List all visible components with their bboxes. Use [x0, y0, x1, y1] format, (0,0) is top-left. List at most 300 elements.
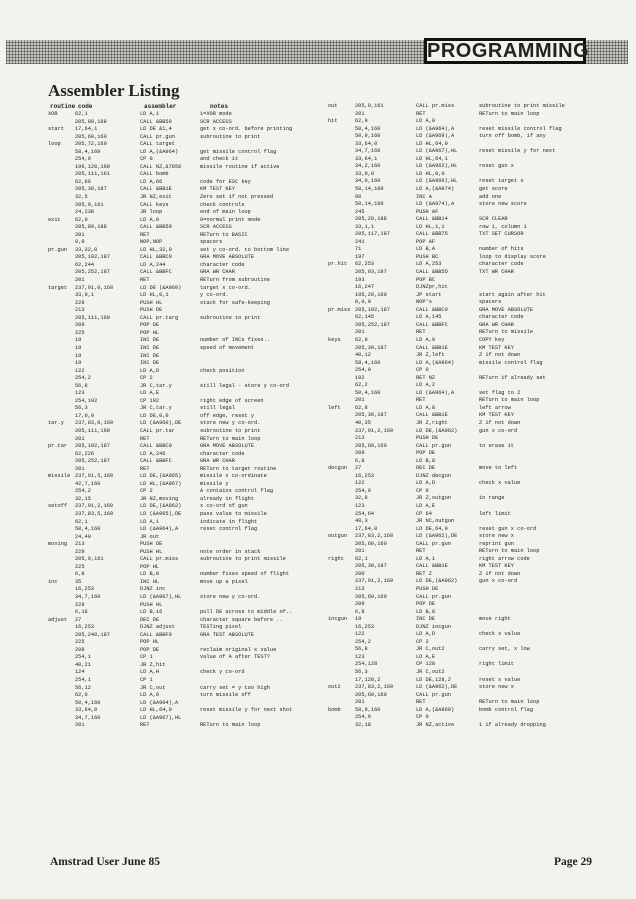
- column-header-assembler: assembler: [144, 103, 177, 110]
- assembler-cell: CALL target: [140, 141, 175, 148]
- listing-row: [328, 669, 618, 677]
- listing-row: [328, 480, 618, 488]
- notes-cell: store new y co-ord.: [200, 594, 261, 600]
- code-cell: 225: [75, 329, 85, 336]
- listing-row: [328, 714, 618, 722]
- notes-cell: check y co-ord: [200, 669, 245, 676]
- notes-cell: right arrow code: [479, 555, 530, 562]
- assembler-cell: CALL &BBC0: [140, 254, 172, 261]
- listing-row: [328, 178, 618, 186]
- assembler-cell: LD A,D: [140, 367, 160, 374]
- listing-row: [328, 450, 618, 458]
- code-cell: 213: [355, 586, 365, 592]
- assembler-cell: LD B,8: [140, 571, 160, 578]
- listing-row: [328, 352, 618, 360]
- listing-row: [328, 397, 618, 405]
- routine-cell: hit: [328, 118, 338, 125]
- listing-row: [328, 345, 618, 353]
- code-cell: 50,14,160: [355, 201, 384, 208]
- listing-row: [48, 315, 324, 323]
- assembler-cell: PUSH BC: [416, 253, 439, 260]
- listing-row: [48, 647, 324, 655]
- code-cell: 34,7,160: [75, 714, 101, 721]
- listing-row: [48, 285, 324, 293]
- notes-cell: Z if not down: [479, 352, 521, 359]
- listing-row: [48, 624, 324, 632]
- listing-row: [48, 141, 324, 149]
- notes-cell: reset gun x co-ord: [479, 525, 537, 532]
- notes-cell: character code: [200, 450, 245, 457]
- code-cell: 205,111,160: [75, 314, 110, 321]
- assembler-cell: LD (&A960),DE: [140, 420, 182, 427]
- notes-cell: set y co-ord. to bottom line: [200, 246, 290, 253]
- notes-cell: still legal - store y co-ord: [200, 382, 290, 389]
- assembler-cell: JR Z,hit: [140, 661, 166, 668]
- assembler-cell: LD A,0: [140, 692, 160, 699]
- code-cell: 33,0,0: [355, 170, 375, 177]
- assembler-cell: LD HL,1,1: [416, 223, 445, 230]
- assembler-cell: JR loop: [140, 209, 163, 216]
- notes-cell: A contains control flag: [200, 488, 274, 495]
- code-cell: 17,64,1: [75, 126, 98, 133]
- notes-cell: row 1, column 1: [479, 223, 527, 230]
- code-cell: 19: [355, 616, 362, 623]
- assembler-cell: LD DE,128,2: [416, 676, 451, 683]
- listing-row: [48, 451, 324, 459]
- assembler-cell: JR out: [140, 533, 160, 540]
- listing-row: [48, 375, 324, 383]
- code-cell: 19: [75, 337, 82, 344]
- listing-row: [48, 413, 324, 421]
- assembler-cell: LD A,246: [140, 450, 166, 457]
- listing-row: [328, 186, 618, 194]
- code-cell: 35: [75, 578, 82, 585]
- listing-row: [48, 322, 324, 330]
- assembler-cell: LD (&A964),A: [416, 389, 455, 396]
- notes-cell: 1 if already dropping: [479, 721, 546, 728]
- notes-cell: SCR CLEAR: [479, 216, 508, 223]
- code-cell: 201: [355, 110, 365, 117]
- assembler-cell: JR Z,right: [416, 419, 448, 426]
- code-cell: 205,252,187: [355, 321, 390, 328]
- notes-cell: number of INCs fixes..: [200, 337, 270, 344]
- listing-row: [328, 639, 618, 647]
- notes-cell: TXT WR CHAR: [479, 269, 514, 276]
- code-cell: 237,91,2,160: [75, 503, 114, 510]
- notes-cell: missile y: [200, 480, 229, 487]
- listing-row: [48, 262, 324, 270]
- routine-cell: start: [48, 126, 64, 133]
- notes-cell: RETurn to main loop: [479, 699, 540, 706]
- assembler-cell: PUSH HL: [140, 299, 163, 306]
- assembler-cell: LD A,253: [416, 261, 442, 268]
- listing-row: [48, 383, 324, 391]
- code-cell: 205,111,160: [75, 427, 110, 434]
- code-cell: 50,4,160: [355, 389, 381, 396]
- code-cell: 40,21: [75, 661, 91, 668]
- code-cell: 237,83,2,160: [355, 684, 394, 691]
- code-cell: 56,8: [75, 382, 88, 389]
- listing-row: [328, 533, 618, 541]
- listing-row: [48, 443, 324, 451]
- listing-row: [328, 458, 618, 466]
- code-cell: 16,253: [355, 623, 375, 630]
- listing-row: [328, 299, 618, 307]
- code-cell: 33,64,0: [75, 707, 98, 714]
- listing-row: [48, 458, 324, 466]
- code-cell: 254,2: [355, 638, 371, 645]
- notes-cell: bomb control flag: [479, 706, 534, 713]
- assembler-cell: PUSH HL: [140, 601, 163, 608]
- assembler-cell: CALL &BBFC: [140, 269, 172, 276]
- listing-row: [48, 473, 324, 481]
- notes-cell: RETurn to main loop: [479, 397, 540, 404]
- routine-cell: tar.y: [48, 420, 64, 427]
- assembler-cell: CALL pr.tar: [140, 427, 175, 434]
- listing-row: [48, 428, 324, 436]
- assembler-cell: LD A,9: [416, 336, 436, 343]
- code-cell: 205,0,161: [355, 103, 384, 109]
- code-cell: 58,4,160: [355, 359, 381, 366]
- listing-row: [328, 148, 618, 156]
- listing-row: [328, 616, 618, 624]
- code-cell: 6,8: [355, 457, 365, 464]
- assembler-cell: LD A,D: [416, 631, 436, 638]
- assembler-cell: DEC DE: [140, 616, 160, 623]
- notes-cell: GRA TEST ABSOLUTE: [200, 631, 255, 638]
- listing-row: [48, 186, 324, 194]
- code-cell: 205,72,160: [75, 141, 107, 148]
- code-cell: 19: [75, 352, 82, 359]
- notes-cell: missile x co-ordinate: [200, 473, 267, 480]
- code-cell: 254,0: [75, 156, 91, 163]
- assembler-cell: LD A,244: [140, 261, 166, 268]
- listing-row: [328, 518, 618, 526]
- assembler-cell: CP 2: [140, 375, 153, 382]
- listing-row: [48, 669, 324, 677]
- listing-row: [328, 314, 618, 322]
- notes-cell: reset control flag: [200, 526, 258, 533]
- listing-row: [48, 556, 324, 564]
- routine-cell: XOR: [48, 111, 58, 117]
- assembler-cell: RET: [140, 231, 150, 238]
- code-cell: 19: [75, 360, 82, 367]
- notes-cell: check controls: [200, 201, 245, 208]
- assembler-cell: CALL pr.gun: [416, 593, 451, 600]
- code-cell: 6,8: [355, 608, 365, 615]
- code-cell: 0,0,0: [355, 299, 371, 306]
- code-cell: 33,32,0: [75, 246, 98, 253]
- assembler-cell: LD DE,(&A962): [416, 578, 458, 585]
- assembler-cell: DJNZ adjust: [140, 624, 175, 631]
- assembler-cell: DJNZ incgun: [416, 623, 451, 630]
- listing-row: [48, 420, 324, 428]
- code-cell: 201: [355, 699, 365, 706]
- assembler-cell: DEC DE: [416, 465, 436, 472]
- listing-row: [328, 360, 618, 368]
- assembler-cell: INC DE: [140, 360, 160, 367]
- routine-cell: left: [328, 404, 341, 411]
- assembler-cell: LD A,66: [140, 178, 163, 185]
- assembler-cell: JR C,out2: [416, 646, 445, 653]
- notes-cell: reset missile y for next: [479, 148, 556, 155]
- notes-cell: 0=normal print mode: [200, 216, 261, 223]
- assembler-cell: LD HL,0,0: [416, 170, 445, 177]
- assembler-cell: LD HL,0,1: [140, 292, 169, 299]
- notes-cell: SCR ACCESS: [200, 118, 232, 125]
- listing-row: [48, 617, 324, 625]
- code-cell: 122: [75, 367, 85, 374]
- code-cell: 229: [75, 601, 85, 608]
- notes-cell: carry set, x low: [479, 646, 530, 653]
- assembler-cell: LD (&A964),A: [140, 526, 179, 533]
- routine-cell: outgun: [328, 533, 348, 540]
- listing-row: [48, 534, 324, 542]
- code-cell: 32,5: [75, 194, 88, 201]
- notes-cell: RETurn to main loop: [479, 548, 540, 555]
- assembler-cell: PUSH DE: [416, 435, 439, 442]
- assembler-cell: LD B,8: [416, 457, 436, 464]
- code-cell: 229: [75, 548, 85, 555]
- code-cell: 241: [355, 238, 365, 245]
- listing-row: [328, 133, 618, 141]
- assembler-cell: LD (&A962),DE: [416, 533, 458, 540]
- listing-row: [48, 715, 324, 723]
- listing-row: [48, 496, 324, 504]
- assembler-cell: NOP's: [416, 299, 432, 306]
- listing-row: [48, 662, 324, 670]
- listing-row: [328, 646, 618, 654]
- notes-cell: check x value: [479, 480, 521, 487]
- notes-cell: end of main loop: [200, 209, 251, 216]
- listing-row: [328, 171, 618, 179]
- assembler-cell: CALL pr.gun: [416, 540, 451, 547]
- code-cell: 237,91,2,160: [355, 578, 394, 585]
- assembler-cell: LD B,16: [140, 609, 163, 616]
- routine-cell: missile: [48, 473, 71, 480]
- assembler-cell: LD A,E: [140, 390, 160, 397]
- assembler-cell: CALL &BB59: [140, 224, 172, 231]
- notes-cell: set flag to 2: [479, 389, 521, 396]
- listing-row: [48, 209, 324, 217]
- code-cell: 205,30,187: [355, 563, 387, 570]
- assembler-cell: LD (&A960),HL: [416, 178, 458, 185]
- assembler-cell: RET: [140, 277, 150, 284]
- listing-row: [328, 578, 618, 586]
- notes-cell: get score: [479, 186, 508, 193]
- listing-row: [328, 367, 618, 375]
- listing-row: [328, 473, 618, 481]
- notes-cell: TESTing pixel: [200, 624, 242, 631]
- notes-cell: get x co-ord. before printing: [200, 126, 293, 133]
- listing-row: [48, 353, 324, 361]
- code-cell: 62,9: [355, 336, 368, 343]
- assembler-cell: CALL &BBC0: [140, 443, 172, 450]
- code-cell: 50,4,160: [75, 526, 101, 533]
- listing-row: [48, 526, 324, 534]
- assembler-cell: CP 0: [416, 487, 429, 494]
- notes-cell: subroutine to print missile: [479, 103, 565, 109]
- listing-row: [328, 563, 618, 571]
- code-cell: 201: [355, 329, 365, 336]
- notes-cell: KM TEST KEY: [479, 344, 514, 351]
- listing-row: [48, 692, 324, 700]
- listing-row: [328, 390, 618, 398]
- code-cell: 209: [75, 646, 85, 653]
- notes-cell: Z if not down: [479, 570, 521, 577]
- listing-row: [328, 556, 618, 564]
- notes-cell: target x co-ord.: [200, 284, 251, 291]
- listing-row: [328, 443, 618, 451]
- code-cell: 50,4,160: [75, 699, 101, 706]
- listing-row: [48, 300, 324, 308]
- listing-row: [328, 246, 618, 254]
- code-cell: 27: [355, 465, 362, 472]
- notes-cell: KM TEST KEY: [479, 563, 514, 570]
- assembler-cell: POP DE: [416, 601, 436, 608]
- code-cell: 196,120,160: [75, 163, 110, 170]
- code-cell: 32,15: [75, 495, 91, 502]
- listing-row: [48, 277, 324, 285]
- notes-cell: RETurn to target routine: [200, 465, 277, 472]
- assembler-cell: RET: [140, 722, 150, 729]
- listing-row: [328, 428, 618, 436]
- assembler-cell: LD HL,(&A967): [140, 480, 182, 487]
- code-cell: 254,0: [355, 714, 371, 721]
- assembler-cell: RET: [416, 329, 426, 336]
- listing-row: [48, 519, 324, 527]
- assembler-cell: CP 0: [416, 367, 429, 374]
- assembler-cell: LD A,2: [416, 382, 436, 389]
- code-cell: 209: [355, 601, 365, 608]
- code-cell: 62,253: [355, 261, 375, 268]
- listing-row: [328, 216, 618, 224]
- listing-row: [328, 141, 618, 149]
- assembler-cell: JR C,tar.y: [140, 382, 172, 389]
- listing-row: [328, 435, 618, 443]
- routine-cell: decgun: [328, 465, 348, 472]
- code-cell: 205,60,160: [355, 442, 387, 449]
- code-cell: 123: [75, 390, 85, 397]
- code-cell: 124: [75, 669, 85, 676]
- assembler-cell: JR Z,left: [416, 352, 445, 359]
- listing-row: [328, 677, 618, 685]
- code-cell: 205,60,160: [355, 691, 387, 698]
- listing-row: [328, 322, 618, 330]
- listing-row: [48, 722, 324, 730]
- listing-row: [328, 488, 618, 496]
- code-cell: 16,253: [75, 624, 95, 631]
- assembler-cell: RET: [416, 699, 426, 706]
- listing-row: [328, 495, 618, 503]
- notes-cell: move up a pixel: [200, 578, 248, 585]
- routine-cell: loop: [48, 141, 61, 148]
- listing-row: [328, 261, 618, 269]
- listing-row: [328, 292, 618, 300]
- code-cell: 205,111,161: [75, 171, 110, 178]
- code-cell: 56,3: [355, 669, 368, 676]
- listing-row: [48, 111, 324, 119]
- assembler-cell: RET: [416, 548, 426, 555]
- assembler-cell: LD DE,(&A962): [140, 503, 182, 510]
- assembler-cell: PUSH HL: [140, 548, 163, 555]
- listing-row: [48, 171, 324, 179]
- listing-row: [48, 156, 324, 164]
- code-cell: 16,253: [355, 472, 375, 479]
- listing-row: [328, 722, 618, 730]
- listing-row: [48, 677, 324, 685]
- assembler-cell: CP 128: [416, 661, 436, 668]
- listing-row: [328, 661, 618, 669]
- code-cell: 213: [75, 541, 85, 548]
- assembler-cell: CP 0: [140, 156, 153, 163]
- assembler-cell: JR NZ,active: [416, 721, 455, 728]
- assembler-cell: LD (&A962),HL: [416, 163, 458, 170]
- code-cell: 33,1,1: [355, 223, 375, 230]
- notes-cell: store new score: [479, 201, 527, 208]
- notes-cell: value of A after TEST?: [200, 654, 270, 661]
- code-cell: 254,64: [355, 510, 375, 517]
- notes-cell: KM TEST KEY: [200, 186, 235, 193]
- routine-cell: setoff: [48, 503, 68, 510]
- code-cell: 254,1: [75, 654, 91, 661]
- listing-row: [48, 179, 324, 187]
- notes-cell: COPY key: [479, 336, 505, 343]
- code-cell: 16,247: [355, 284, 375, 291]
- notes-cell: carry set = y too high: [200, 684, 270, 691]
- listing-row: [48, 345, 324, 353]
- assembler-cell: RET: [140, 465, 150, 472]
- assembler-cell: DJNZ decgun: [416, 472, 451, 479]
- code-cell: 32,18: [355, 721, 371, 728]
- assembler-cell: LD A,(&A969): [416, 706, 455, 713]
- listing-row: [48, 224, 324, 232]
- code-cell: 58,9,160: [355, 706, 381, 713]
- notes-cell: speed of movement: [200, 344, 255, 351]
- notes-cell: GRA MOVE ABSOLUTE: [200, 254, 255, 261]
- code-cell: 200: [355, 570, 365, 577]
- listing-row: [328, 699, 618, 707]
- code-cell: 17,64,0: [355, 525, 378, 532]
- assembler-cell: LD A,E: [416, 653, 436, 660]
- assembler-cell: RET NZ: [416, 374, 436, 381]
- code-cell: 56,8: [355, 646, 368, 653]
- assembler-cell: CALL pr.targ: [140, 314, 179, 321]
- listing-row: [328, 194, 618, 202]
- assembler-cell: RET: [416, 397, 426, 404]
- code-cell: 40,12: [355, 352, 371, 359]
- assembler-cell: CP 192: [140, 397, 160, 404]
- assembler-cell: POP BC: [416, 276, 436, 283]
- listing-row: [48, 149, 324, 157]
- code-cell: 245: [355, 208, 365, 215]
- assembler-cell: CALL &BB5D: [416, 269, 448, 276]
- notes-cell: reset gun x: [479, 163, 514, 170]
- assembler-cell: LD (&A967),HL: [140, 714, 182, 721]
- routine-cell: out: [328, 103, 338, 109]
- listing-row: [48, 602, 324, 610]
- listing-row: [48, 126, 324, 134]
- listing-row: [328, 684, 618, 692]
- listing-row: [48, 202, 324, 210]
- code-cell: 201: [355, 548, 365, 555]
- assembler-cell: LD DE,0,0: [140, 412, 169, 419]
- assembler-cell: LD (&A974),A: [416, 201, 455, 208]
- notes-cell: right edge of screen: [200, 397, 264, 404]
- routine-cell: right: [328, 555, 344, 562]
- notes-cell: SCR ACCESS: [200, 224, 232, 231]
- listing-row: [328, 465, 618, 473]
